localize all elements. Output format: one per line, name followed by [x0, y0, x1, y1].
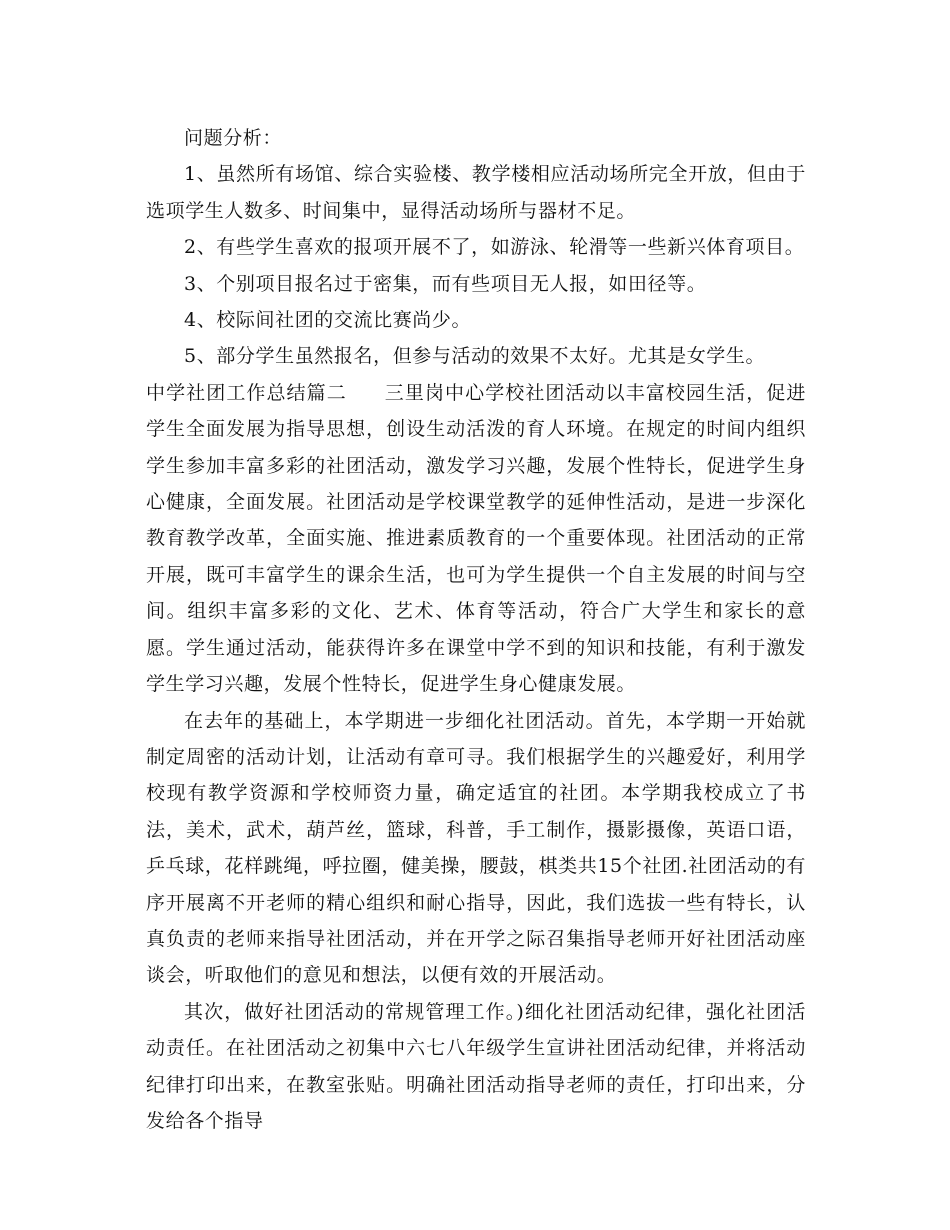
paragraph-problem-5: 5、部分学生虽然报名，但参与活动的效果不太好。尤其是女学生。: [184, 345, 766, 368]
paragraph-clubs-detail: 在去年的基础上，本学期进一步细化社团活动。首先，本学期一开始就制定周密的活动计划，让活动有章可寻。我们根据学生的兴趣爱好，利用学校现有教学资源和学校师资力量，确定适宜的社团。本学期我校成立了书法，美术，武术，葫芦丝，篮球，科普，手工制作，摄影摄像，英语口语，乒乓球，花样跳绳，呼拉圈，健美操，腰鼓，棋类共15个社团.社团活动的有序开展离不开老师的精心组织和耐心指导，因此，我们选拔一些有特长，认真负责的老师来指导社团活动，并在开学之际召集指导老师开好社团活动座谈会，听取他们的意见和想法，以便有效的开展活动。: [146, 709, 806, 987]
paragraph-problem-4: 4、校际间社团的交流比赛尚少。: [184, 309, 472, 332]
document-page: [146, 120, 806, 1139]
section-title: 中学社团工作总结篇二: [146, 381, 347, 404]
paragraph-problem-3: 3、个别项目报名过于密集，而有些项目无人报，如田径等。: [184, 272, 707, 295]
paragraph-problem-2: 2、有些学生喜欢的报项开展不了，如游泳、轮滑等一些新兴体育项目。: [184, 236, 805, 259]
paragraph-problem-heading: 问题分析：: [184, 127, 283, 149]
paragraph-routine-management: 其次，做好社团活动的常规管理工作。)细化社团活动纪律，强化社团活动责任。在社团活动之初集中六七八年级学生宣讲社团活动纪律，并将活动纪律打印出来，在教室张贴。明确社团活动指导老师的责任，打印出来，分发给各个指导: [146, 1000, 806, 1132]
paragraph-summary-part-two: [146, 375, 806, 703]
paragraph-problem-1: 1、虽然所有场馆、综合实验楼、教学楼相应活动场所完全开放，但由于选项学生人数多、时间集中，显得活动场所与器材不足。: [146, 163, 806, 222]
paragraph-summary-body: 三里岗中心学校社团活动以丰富校园生活，促进学生全面发展为指导思想，创设生动活泼的育人环境。在规定的时间内组织学生参加丰富多彩的社团活动，激发学习兴趣，发展个性特长，促进学生身心健康，全面发展。社团活动是学校课堂教学的延伸性活动，是进一步深化教育教学改革，全面实施、推进素质教育的一个重要体现。社团活动的正常开展，既可丰富学生的课余生活，也可为学生提供一个自主发展的时间与空间。组织丰富多彩的文化、艺术、体育等活动，符合广大学生和家长的意愿。学生通过活动，能获得许多在课堂中学不到的知识和技能，有利于激发学生学习兴趣，发展个性特长，促进学生身心健康发展。: [146, 381, 806, 696]
